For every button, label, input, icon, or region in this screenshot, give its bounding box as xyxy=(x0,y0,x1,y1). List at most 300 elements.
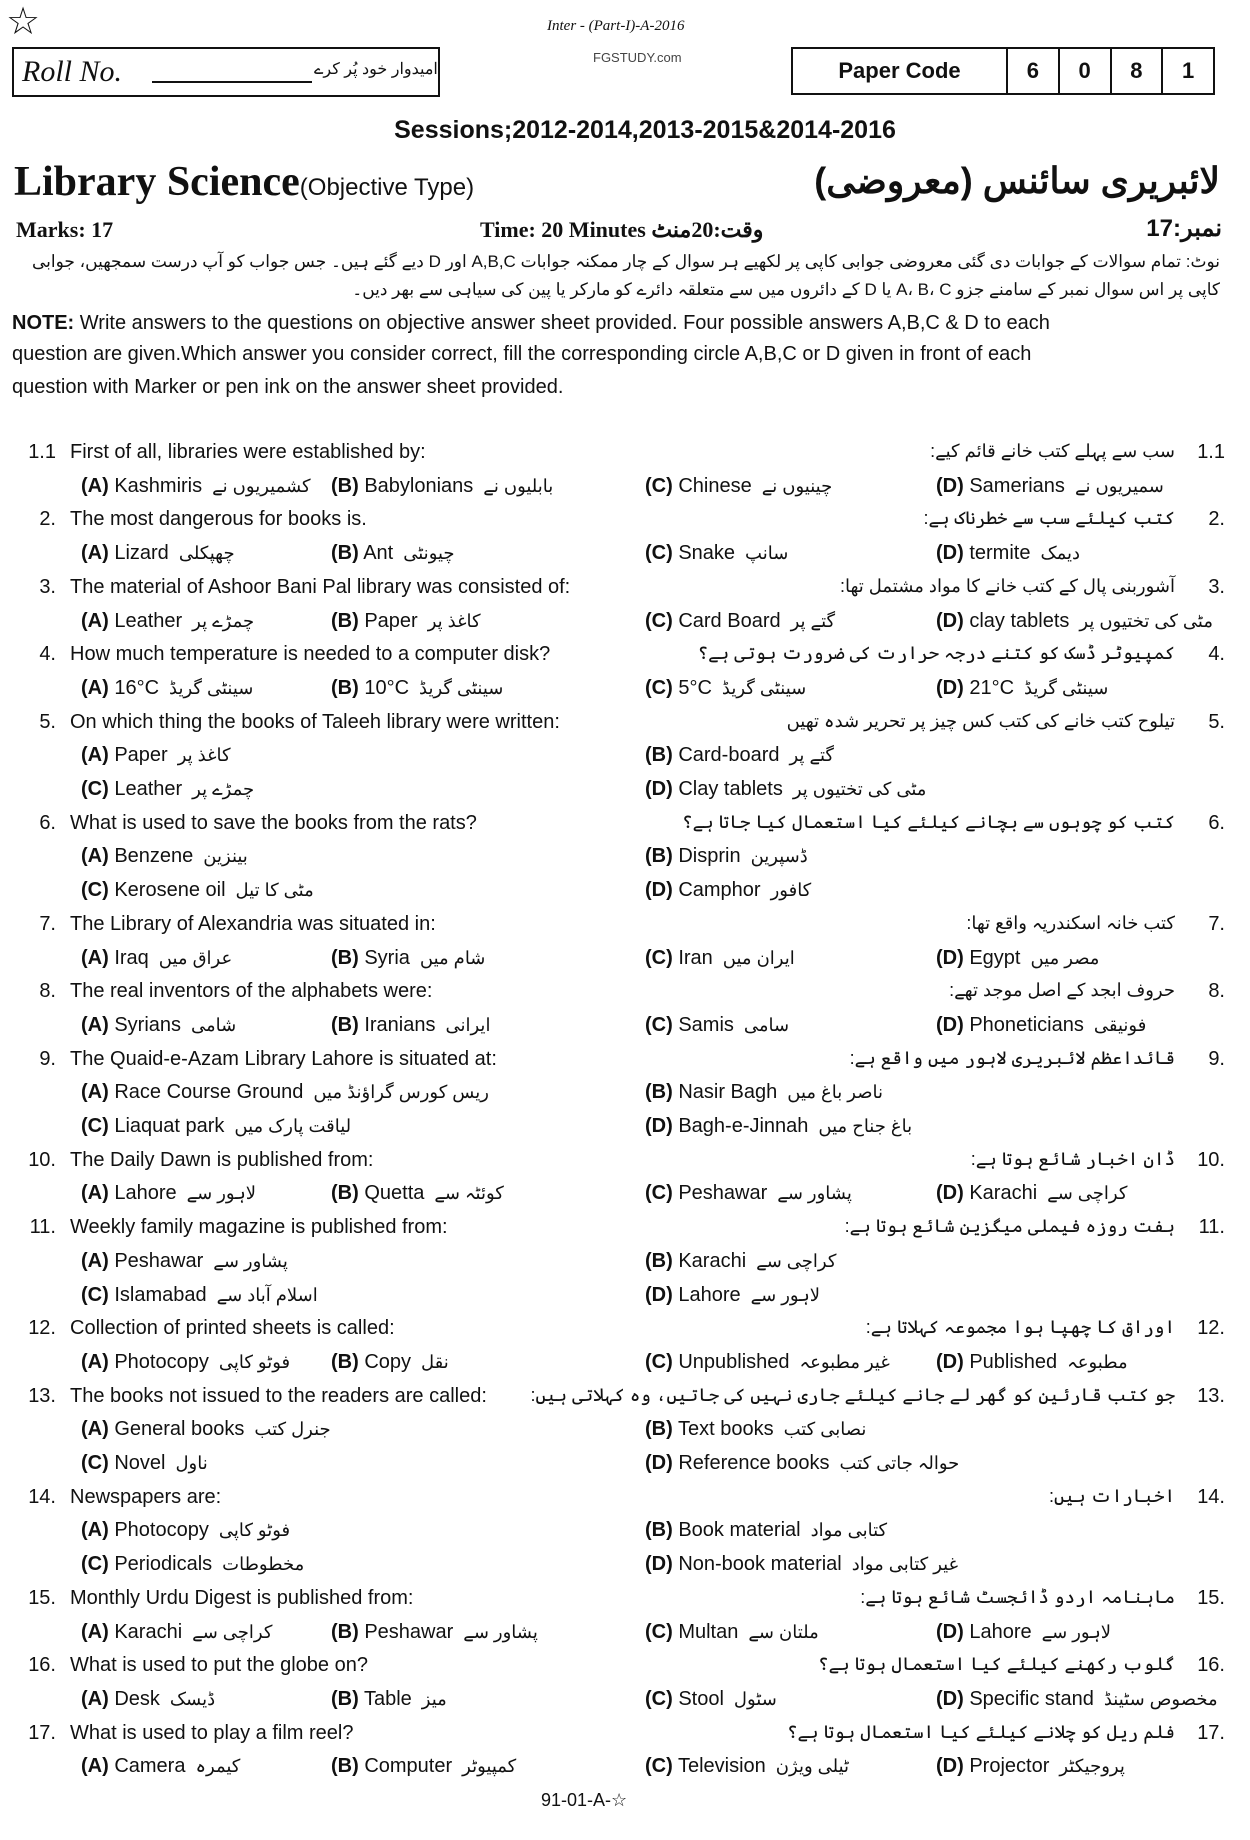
answer-option[interactable] xyxy=(936,1688,1218,1711)
option-letter: (D) xyxy=(645,1452,673,1474)
answer-option[interactable] xyxy=(331,1621,538,1644)
question-line xyxy=(0,1583,1250,1617)
option-urdu: فونیقی xyxy=(1093,1014,1147,1035)
title-subtitle: (Objective Type) xyxy=(299,174,475,201)
question-number-urdu: 7. xyxy=(1208,912,1225,935)
option-urdu: باغ جناح میں xyxy=(818,1116,913,1136)
option-text: Projector xyxy=(969,1755,1050,1778)
option-text: Syria xyxy=(364,946,410,969)
answer-option[interactable] xyxy=(645,1553,958,1576)
option-urdu: مطبوعہ xyxy=(1067,1351,1128,1372)
answer-option[interactable] xyxy=(936,1755,1125,1778)
option-letter: (D) xyxy=(645,879,673,902)
answer-option[interactable] xyxy=(936,542,1080,565)
answer-option[interactable] xyxy=(936,1351,1128,1374)
question-text: On which thing the books of Taleeh library were written: xyxy=(70,710,560,733)
note-line: question are given.Which answer you consider correct, fill the corresponding circle A,B,C or D given in front of each xyxy=(12,343,1032,365)
option-letter: (C) xyxy=(645,1182,673,1205)
option-letter: (A) xyxy=(81,1182,109,1205)
roll-number-field[interactable] xyxy=(152,81,312,83)
option-text: Race Course Ground xyxy=(114,1081,304,1104)
question-urdu: گلوب رکھنے کیلئے کیا استعمال ہوتا ہے؟ xyxy=(818,1654,1175,1675)
question-line xyxy=(0,1111,1250,1145)
option-text: Stool xyxy=(678,1687,724,1710)
question-number-urdu: 11. xyxy=(1198,1216,1225,1239)
answer-option[interactable] xyxy=(936,1014,1146,1037)
answer-option[interactable] xyxy=(81,475,311,498)
question-line xyxy=(0,639,1250,673)
question-line xyxy=(0,504,1250,538)
option-text: 16°C xyxy=(114,676,160,699)
option-letter: (D) xyxy=(936,474,964,497)
option-urdu: پشاور سے xyxy=(463,1621,538,1642)
answer-option[interactable] xyxy=(81,1519,290,1542)
option-text: Lahore xyxy=(114,1182,177,1205)
answer-option[interactable] xyxy=(331,677,503,700)
question-line xyxy=(0,875,1250,909)
option-urdu: کاغذ پر xyxy=(177,745,231,766)
answer-option[interactable] xyxy=(81,1014,236,1037)
question-line xyxy=(0,976,1250,1010)
option-text: Card-board xyxy=(678,744,780,767)
answer-option[interactable] xyxy=(81,845,248,868)
answer-option[interactable] xyxy=(81,542,235,565)
option-urdu: عراق میں xyxy=(158,947,233,968)
answer-option[interactable] xyxy=(645,1519,887,1542)
question-text: The most dangerous for books is. xyxy=(70,508,367,531)
option-urdu: ٹیلی ویژن xyxy=(775,1756,850,1777)
answer-option[interactable] xyxy=(81,1418,331,1441)
option-urdu: چمڑے پر xyxy=(192,779,255,799)
option-text: Text books xyxy=(677,1418,774,1441)
option-urdu: میز xyxy=(421,1688,447,1709)
option-letter: (D) xyxy=(645,778,673,800)
option-text: Kerosene oil xyxy=(114,879,226,902)
question-line xyxy=(0,606,1250,640)
question-urdu: فلم ریل کو چلانے کیلئے کیا استعمال ہوتا ہے؟ xyxy=(786,1721,1175,1742)
option-text: Copy xyxy=(364,1350,412,1373)
answer-option[interactable] xyxy=(645,1688,777,1711)
answer-option[interactable] xyxy=(645,1115,912,1138)
paper-code-digit: 0 xyxy=(1060,49,1112,93)
question-text: Newspapers are: xyxy=(70,1485,222,1508)
question-urdu: سب سے پہلے کتب خانے قائم کیے: xyxy=(930,441,1175,461)
option-text: Specific stand xyxy=(969,1687,1094,1710)
question-line xyxy=(0,1448,1250,1482)
answer-option[interactable] xyxy=(936,677,1108,700)
answer-option[interactable] xyxy=(331,1755,516,1778)
option-letter: (A) xyxy=(81,1620,109,1643)
question-text: Monthly Urdu Digest is published from: xyxy=(70,1586,414,1609)
answer-option[interactable] xyxy=(645,1452,959,1475)
option-letter: (D) xyxy=(936,1687,964,1710)
option-text: Benzene xyxy=(114,845,194,868)
option-text: Phoneticians xyxy=(969,1013,1084,1036)
answer-option[interactable] xyxy=(645,1621,819,1644)
option-letter: (D) xyxy=(936,1182,964,1205)
option-text: Nasir Bagh xyxy=(678,1081,778,1104)
option-letter: (D) xyxy=(936,609,964,632)
question-urdu: ماہنامہ اردو ڈائجسٹ شائع ہوتا ہے: xyxy=(860,1586,1175,1607)
roll-number-box xyxy=(12,47,440,97)
question-urdu: تیلوح کتب خانے کی کتب کس چیز پر تحریر شدہ تھیں xyxy=(786,710,1175,731)
option-text: General books xyxy=(114,1418,245,1441)
option-text: termite xyxy=(969,542,1031,565)
answer-option[interactable] xyxy=(81,879,314,902)
option-text: Karachi xyxy=(678,1249,747,1272)
option-urdu: کیمرہ xyxy=(195,1756,241,1777)
answer-option[interactable] xyxy=(331,542,455,565)
question-number-urdu: 16. xyxy=(1197,1654,1225,1677)
question-line xyxy=(0,572,1250,606)
option-text: Television xyxy=(677,1755,766,1778)
question-line xyxy=(0,1751,1250,1785)
option-letter: (A) xyxy=(81,474,109,497)
answer-option[interactable] xyxy=(645,1081,883,1104)
question-line xyxy=(0,1178,1250,1212)
option-text: Table xyxy=(363,1687,412,1710)
option-text: Peshawar xyxy=(114,1249,204,1272)
answer-option[interactable] xyxy=(645,542,788,565)
option-text: Leather xyxy=(114,609,183,632)
note-line: question with Marker or pen ink on the answer sheet provided. xyxy=(12,376,564,398)
option-urdu: دیمک xyxy=(1040,543,1080,564)
option-text: Photocopy xyxy=(114,1519,209,1542)
question-line xyxy=(0,471,1250,505)
answer-option[interactable] xyxy=(645,879,811,902)
option-urdu: فوٹو کاپی xyxy=(218,1351,291,1372)
question-urdu: ہفت روزہ فیملی میگزین شائع ہوتا ہے: xyxy=(844,1216,1175,1237)
answer-option[interactable] xyxy=(645,1182,852,1205)
option-letter: (B) xyxy=(645,1081,673,1104)
question-number: 10. xyxy=(28,1148,56,1171)
option-urdu: ناول xyxy=(175,1453,208,1473)
urdu-title: لائبریری سائنس (معروضی) xyxy=(814,160,1220,201)
option-text: Quetta xyxy=(364,1182,425,1205)
paper-code-digit: 6 xyxy=(1008,49,1060,93)
option-letter: (C) xyxy=(645,1350,673,1373)
question-urdu: کتب خانہ اسکندریہ واقع تھا: xyxy=(966,912,1175,933)
option-text: Clay tablets xyxy=(678,778,783,800)
question-text: Weekly family magazine is published from: xyxy=(70,1216,448,1239)
answer-option[interactable] xyxy=(645,845,808,868)
question-line xyxy=(0,1145,1250,1179)
option-urdu: مخصوص سٹینڈ xyxy=(1103,1688,1218,1709)
option-letter: (A) xyxy=(81,1013,109,1036)
option-urdu: کشمیریوں نے xyxy=(212,475,311,496)
answer-option[interactable] xyxy=(645,677,806,700)
option-text: Snake xyxy=(678,542,736,565)
answer-option[interactable] xyxy=(331,610,481,633)
question-line xyxy=(0,1650,1250,1684)
title-text: Library Science xyxy=(14,159,300,205)
answer-option[interactable] xyxy=(81,610,254,633)
option-letter: (A) xyxy=(81,1755,109,1778)
question-number: 17. xyxy=(28,1721,56,1744)
answer-option[interactable] xyxy=(81,1351,290,1374)
answer-option[interactable] xyxy=(645,1250,836,1273)
time-limit xyxy=(480,217,763,243)
question-urdu: اخبارات ہیں: xyxy=(1048,1485,1175,1506)
answer-option[interactable] xyxy=(81,744,231,767)
question-line xyxy=(0,1313,1250,1347)
note-line xyxy=(12,312,1050,335)
option-text: clay tablets xyxy=(969,609,1070,632)
option-letter: (D) xyxy=(936,1620,964,1643)
question-number: 9. xyxy=(39,1047,56,1070)
option-letter: (C) xyxy=(81,1283,109,1306)
question-text: What is used to save the books from the rats? xyxy=(70,811,477,834)
option-letter: (C) xyxy=(645,676,673,699)
footer-code: 91-01-A-☆ xyxy=(541,1790,628,1810)
question-line xyxy=(0,538,1250,572)
answer-option[interactable] xyxy=(331,1014,490,1037)
paper-code-digit: 1 xyxy=(1182,58,1195,83)
answer-option[interactable] xyxy=(81,677,253,700)
option-text: Camphor xyxy=(678,879,761,902)
option-text: Peshawar xyxy=(364,1620,454,1643)
question-number: 1.1 xyxy=(28,441,56,463)
answer-option[interactable] xyxy=(936,1621,1111,1644)
option-letter: (C) xyxy=(645,1013,673,1036)
answer-option[interactable] xyxy=(936,1182,1127,1205)
option-urdu: ایران میں xyxy=(722,947,795,968)
answer-option[interactable] xyxy=(645,778,926,801)
option-text: Leather xyxy=(114,778,183,800)
option-urdu: غیر مطبوعہ xyxy=(799,1351,890,1372)
question-number-urdu: 13. xyxy=(1197,1384,1225,1407)
option-letter: (B) xyxy=(331,1755,359,1778)
answer-option[interactable] xyxy=(936,947,1099,970)
question-number: 14. xyxy=(28,1485,56,1508)
option-urdu: چھپکلی xyxy=(178,543,235,564)
option-letter: (B) xyxy=(331,542,359,565)
option-letter: (B) xyxy=(645,845,673,868)
question-number-urdu: 3. xyxy=(1208,575,1225,598)
option-text: Samerians xyxy=(969,474,1065,497)
question-line xyxy=(0,808,1250,842)
option-text: Karachi xyxy=(969,1182,1038,1205)
answer-option[interactable] xyxy=(645,1014,789,1037)
option-text: Published xyxy=(969,1350,1058,1373)
option-letter: (D) xyxy=(936,542,964,565)
option-urdu: حوالہ جاتی کتب xyxy=(839,1453,960,1473)
option-urdu: نصابی کتب xyxy=(783,1419,867,1440)
answer-option[interactable] xyxy=(331,1351,449,1374)
option-letter: (B) xyxy=(645,744,673,767)
option-text: 10°C xyxy=(364,676,410,699)
option-text: Multan xyxy=(678,1620,739,1643)
paper-reference: Inter - (Part-I)-A-2016 xyxy=(547,18,685,34)
option-urdu: سینٹی گریڈ xyxy=(721,677,807,698)
option-urdu: پشاور سے xyxy=(213,1250,288,1271)
option-text: Non-book material xyxy=(678,1553,842,1576)
answer-option[interactable] xyxy=(81,947,232,970)
option-text: Lahore xyxy=(678,1283,741,1306)
watermark: FGSTUDY.com xyxy=(593,50,682,65)
option-text: Syrians xyxy=(114,1013,182,1036)
option-text: Card Board xyxy=(678,609,781,632)
option-text: Unpublished xyxy=(678,1350,790,1373)
option-urdu: کوئٹہ سے xyxy=(434,1183,504,1204)
option-text: Bagh-e-Jinnah xyxy=(678,1115,809,1137)
question-number-urdu: 8. xyxy=(1208,980,1225,1003)
question-line xyxy=(0,1044,1250,1078)
question-number-urdu: 5. xyxy=(1208,710,1225,733)
option-urdu: جنرل کتب xyxy=(254,1419,331,1440)
option-urdu: سینٹی گریڈ xyxy=(419,677,504,698)
option-letter: (C) xyxy=(645,542,673,565)
question-line xyxy=(0,707,1250,741)
option-urdu: غیر کتابی مواد xyxy=(851,1554,958,1575)
option-urdu: چمڑے پر xyxy=(192,610,255,631)
option-text: Samis xyxy=(678,1013,734,1036)
option-letter: (D) xyxy=(936,676,964,699)
question-text: What is used to play a film reel? xyxy=(70,1721,354,1744)
answer-option[interactable] xyxy=(645,610,835,633)
question-line xyxy=(0,1280,1250,1314)
option-letter: (B) xyxy=(331,1687,359,1710)
answer-option[interactable] xyxy=(81,1250,288,1273)
option-letter: (A) xyxy=(81,1249,109,1272)
option-urdu: ریس کورس گراؤنڈ میں xyxy=(313,1082,489,1103)
question-number-urdu: 1.1 xyxy=(1197,441,1225,463)
option-letter: (B) xyxy=(331,676,359,699)
answer-option[interactable] xyxy=(645,475,832,498)
answer-option[interactable] xyxy=(331,475,553,498)
option-urdu: سامی xyxy=(743,1014,790,1035)
option-letter: (C) xyxy=(645,1620,673,1643)
question-line xyxy=(0,1482,1250,1516)
question-line xyxy=(0,1077,1250,1111)
question-text: First of all, libraries were established by: xyxy=(70,441,426,463)
option-letter: (C) xyxy=(645,474,673,497)
option-letter: (D) xyxy=(645,1283,673,1306)
option-urdu: سینٹی گریڈ xyxy=(169,677,254,698)
question-number-urdu: 12. xyxy=(1197,1317,1225,1340)
option-urdu: سمیریوں نے xyxy=(1074,475,1164,496)
answer-option[interactable] xyxy=(936,475,1164,498)
option-urdu: سینٹی گریڈ xyxy=(1024,677,1109,698)
answer-option[interactable] xyxy=(331,1688,447,1711)
answer-option[interactable] xyxy=(645,947,795,970)
option-letter: (D) xyxy=(936,1350,964,1373)
answer-option[interactable] xyxy=(331,947,485,970)
option-text: Babylonians xyxy=(364,474,474,497)
option-urdu: شامی xyxy=(191,1014,237,1035)
option-text: Paper xyxy=(114,744,168,767)
question-text: Collection of printed sheets is called: xyxy=(70,1317,395,1340)
option-letter: (B) xyxy=(331,1013,359,1036)
option-urdu: کافور xyxy=(770,880,812,901)
question-urdu: قائداعظم لائبریری لاہور میں واقع ہے: xyxy=(849,1047,1175,1068)
option-text: Paper xyxy=(364,609,418,632)
time-english: Time: 20 Minutes xyxy=(480,217,646,242)
answer-option[interactable] xyxy=(81,1621,272,1644)
question-text: What is used to put the globe on? xyxy=(70,1654,368,1677)
option-text: Liaquat park xyxy=(114,1115,225,1137)
answer-option[interactable] xyxy=(331,1182,504,1205)
option-urdu: نقل xyxy=(421,1351,449,1372)
answer-option[interactable] xyxy=(81,1081,489,1104)
option-text: Islamabad xyxy=(114,1283,207,1306)
question-text: The Library of Alexandria was situated in: xyxy=(70,912,436,935)
option-letter: (D) xyxy=(936,1755,964,1778)
question-urdu: کتب کو چوہوں سے بچانے کیلئے کیا استعمال کیا جاتا ہے؟ xyxy=(682,811,1175,832)
answer-option[interactable] xyxy=(645,1418,866,1441)
answer-option[interactable] xyxy=(81,778,254,801)
answer-option[interactable] xyxy=(81,1755,240,1778)
option-letter: (A) xyxy=(81,1418,109,1441)
question-number-urdu: 10. xyxy=(1197,1148,1225,1171)
option-text: Reference books xyxy=(678,1452,830,1474)
question-line xyxy=(0,1212,1250,1246)
option-letter: (B) xyxy=(331,609,359,632)
question-line xyxy=(0,1246,1250,1280)
answer-option[interactable] xyxy=(81,1553,304,1576)
answer-option[interactable] xyxy=(645,1284,820,1307)
question-number: 6. xyxy=(39,811,56,834)
option-text: Disprin xyxy=(678,845,741,868)
sessions-heading: Sessions;2012-2014,2013-2015&2014-2016 xyxy=(394,116,896,144)
answer-option[interactable] xyxy=(81,1452,208,1475)
urdu-instructions: نوٹ: تمام سوالات کے جوابات دی گئی معروضی جوابی کاپی پر لکھیے ہر سوال کے چار ممکنہ جوابات A,B,C اور D دیے گئے ہیں۔ جس جواب کو آپ درست سمجھیں، جوابی کاپی پر اس سوال نمبر کے سامنے جزو A، B، C یا D کے دائروں میں سے متعلقہ دائرے کو مارکر یا پین کی سیاہی سے بھر دیں۔ xyxy=(32,252,1220,299)
question-number-urdu: 2. xyxy=(1208,508,1225,531)
roll-label: Roll No. xyxy=(22,55,123,88)
answer-option[interactable] xyxy=(936,610,1213,633)
question-urdu: جو کتب قارئین کو گھر لے جانے کیلئے جاری نہیں کی جاتیں، وہ کہلاتی ہیں: xyxy=(530,1384,1175,1405)
question-line xyxy=(0,1718,1250,1752)
option-text: Camera xyxy=(114,1755,186,1778)
question-line xyxy=(0,1010,1250,1044)
option-text: 21°C xyxy=(969,676,1015,699)
option-urdu: کمپیوٹر xyxy=(462,1756,517,1777)
option-urdu: کتابی مواد xyxy=(810,1520,888,1541)
option-text: Desk xyxy=(114,1687,160,1710)
option-text: Iraq xyxy=(114,946,149,969)
answer-option[interactable] xyxy=(81,1284,318,1307)
option-text: 5°C xyxy=(678,676,712,699)
question-number-urdu: 6. xyxy=(1208,811,1225,834)
option-text: Kashmiris xyxy=(114,474,203,497)
option-urdu: ڈیسک xyxy=(169,1688,216,1709)
option-urdu: کراچی سے xyxy=(192,1621,273,1642)
option-text: Book material xyxy=(678,1519,801,1542)
option-urdu: شام میں xyxy=(419,947,486,968)
answer-option[interactable] xyxy=(81,1115,351,1138)
answer-option[interactable] xyxy=(645,744,834,767)
option-letter: (B) xyxy=(645,1519,673,1542)
question-text: The books not issued to the readers are called: xyxy=(70,1384,487,1407)
option-letter: (B) xyxy=(331,1182,359,1205)
answer-option[interactable] xyxy=(81,1688,215,1711)
option-urdu: اسلام آباد سے xyxy=(216,1284,318,1305)
paper-code-box xyxy=(791,47,1215,95)
question-line xyxy=(0,1515,1250,1549)
option-text: Karachi xyxy=(114,1620,183,1643)
option-urdu: لاہور سے xyxy=(750,1284,821,1305)
option-text: Computer xyxy=(364,1755,453,1778)
option-letter: (C) xyxy=(81,1452,109,1474)
option-letter: (C) xyxy=(645,1755,673,1778)
answer-option[interactable] xyxy=(81,1182,256,1205)
option-text: Photocopy xyxy=(114,1350,209,1373)
answer-option[interactable] xyxy=(645,1755,849,1778)
option-text: Iran xyxy=(678,946,713,969)
option-urdu: مٹی کا تیل xyxy=(235,880,314,901)
option-urdu: لیاقت پارک میں xyxy=(234,1116,352,1136)
answer-option[interactable] xyxy=(645,1351,890,1374)
